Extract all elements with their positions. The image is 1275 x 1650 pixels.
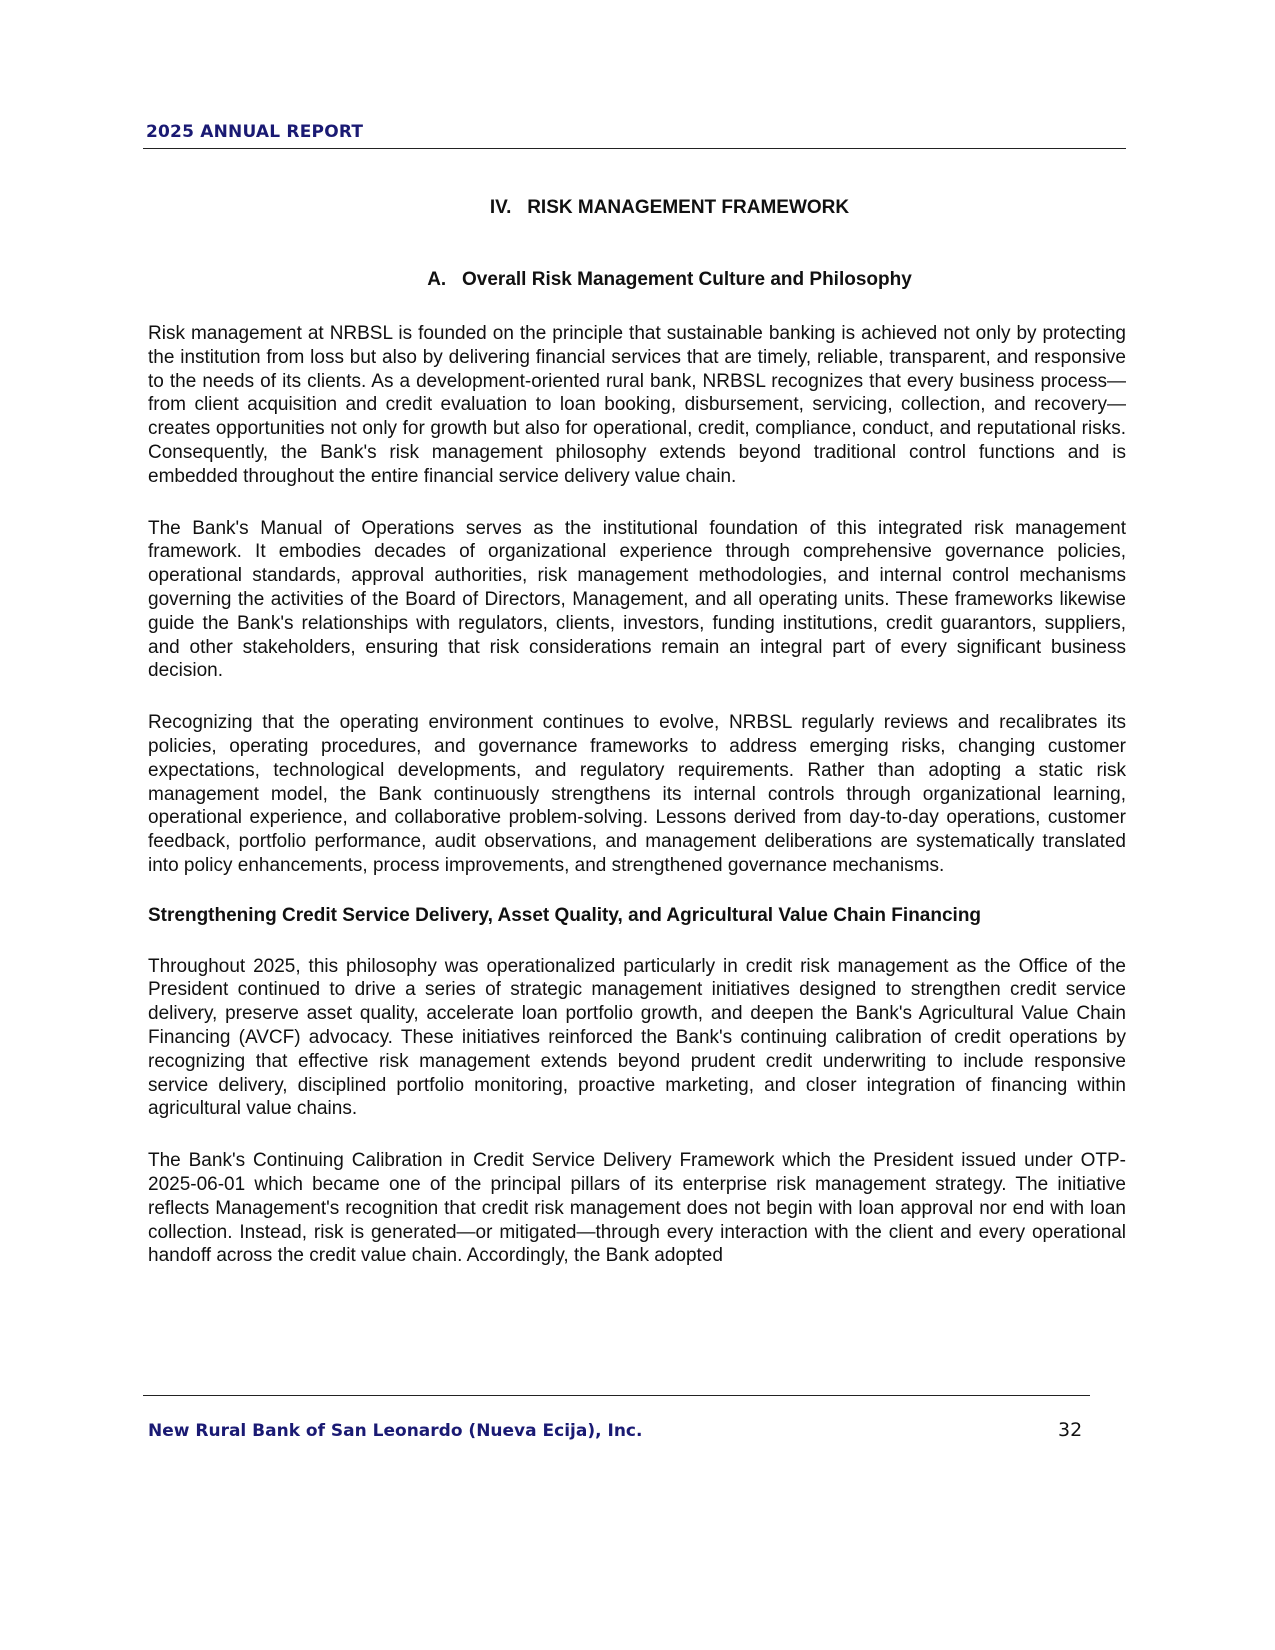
subsection-heading: A. Overall Risk Management Culture and Philosophy	[427, 269, 912, 290]
paragraph-2: The Bank's Manual of Operations serves as the institutional foundation of this integrated risk management framework. It embodies decades of organizational experience through comprehensive governance policies, operational standards, approval authorities, risk management methodologies, and internal control mechanisms governing the activities of the Board of Directors, Management, and all operating units. These frameworks likewise guide the Bank's relationships with regulators, clients, investors, funding institutions, credit guarantors, suppliers, and other stakeholders, ensuring that risk considerations remain an integral part of every significant business decision.	[148, 517, 1126, 682]
paragraph-1: Risk management at NRBSL is founded on the principle that sustainable banking is achieved not only by protecting the institution from loss but also by delivering financial services that are timely, reliable, transparent, and responsive to the needs of its clients. As a development-oriented rural bank, NRBSL recognizes that every business process—from client acquisition and credit evaluation to loan booking, disbursement, servicing, collection, and recovery—creates opportunities not only for growth but also for operational, credit, compliance, conduct, and reputational risks. Consequently, the Bank's risk management philosophy extends beyond traditional control functions and is embedded throughout the entire financial service delivery value chain.	[148, 323, 1126, 487]
report-header-title: 2025 ANNUAL REPORT	[146, 122, 364, 142]
header-divider	[143, 148, 1126, 149]
footer-bank-name: New Rural Bank of San Leonardo (Nueva Ecija), Inc.	[148, 1421, 643, 1441]
paragraph-5: The Bank's Continuing Calibration in Credit Service Delivery Framework which the President issued under OTP-2025-06-01 which became one of the principal pillars of its enterprise risk management strategy. The initiative reflects Management's recognition that credit risk management does not begin with loan approval nor end with loan collection. Instead, risk is generated—or mitigated—through every interaction with the client and every operational handoff across the credit value chain. Accordingly, the Bank adopted	[148, 1150, 1126, 1267]
paragraph-subheading: Strengthening Credit Service Delivery, Asset Quality, and Agricultural Value Chain Financing	[148, 904, 982, 926]
section-heading: IV. RISK MANAGEMENT FRAMEWORK	[489, 197, 850, 218]
page-number: 32	[1058, 1419, 1083, 1441]
paragraph-3: Recognizing that the operating environment continues to evolve, NRBSL regularly reviews and recalibrates its policies, operating procedures, and governance frameworks to address emerging risks, changing customer expectations, technological developments, and regulatory requirements. Rather than adopting a static risk management model, the Bank continuously strengthens its internal controls through organizational learning, operational experience, and collaborative problem-solving. Lessons derived from day-to-day operations, customer feedback, portfolio performance, audit observations, and management deliberations are systematically translated into policy enhancements, process improvements, and strengthened governance mechanisms.	[148, 712, 1126, 876]
footer-divider	[143, 1395, 1090, 1396]
document-body	[148, 322, 1126, 1296]
paragraph-4: Throughout 2025, this philosophy was operationalized particularly in credit risk management as the Office of the President continued to drive a series of strategic management initiatives designed to strengthen credit service delivery, preserve asset quality, accelerate loan portfolio growth, and deepen the Bank's Agricultural Value Chain Financing (AVCF) advocacy. These initiatives reinforced the Bank's continuing calibration of credit operations by recognizing that effective risk management extends beyond prudent credit underwriting to include responsive service delivery, disciplined portfolio monitoring, proactive marketing, and closer integration of financing within agricultural value chains.	[148, 955, 1126, 1120]
